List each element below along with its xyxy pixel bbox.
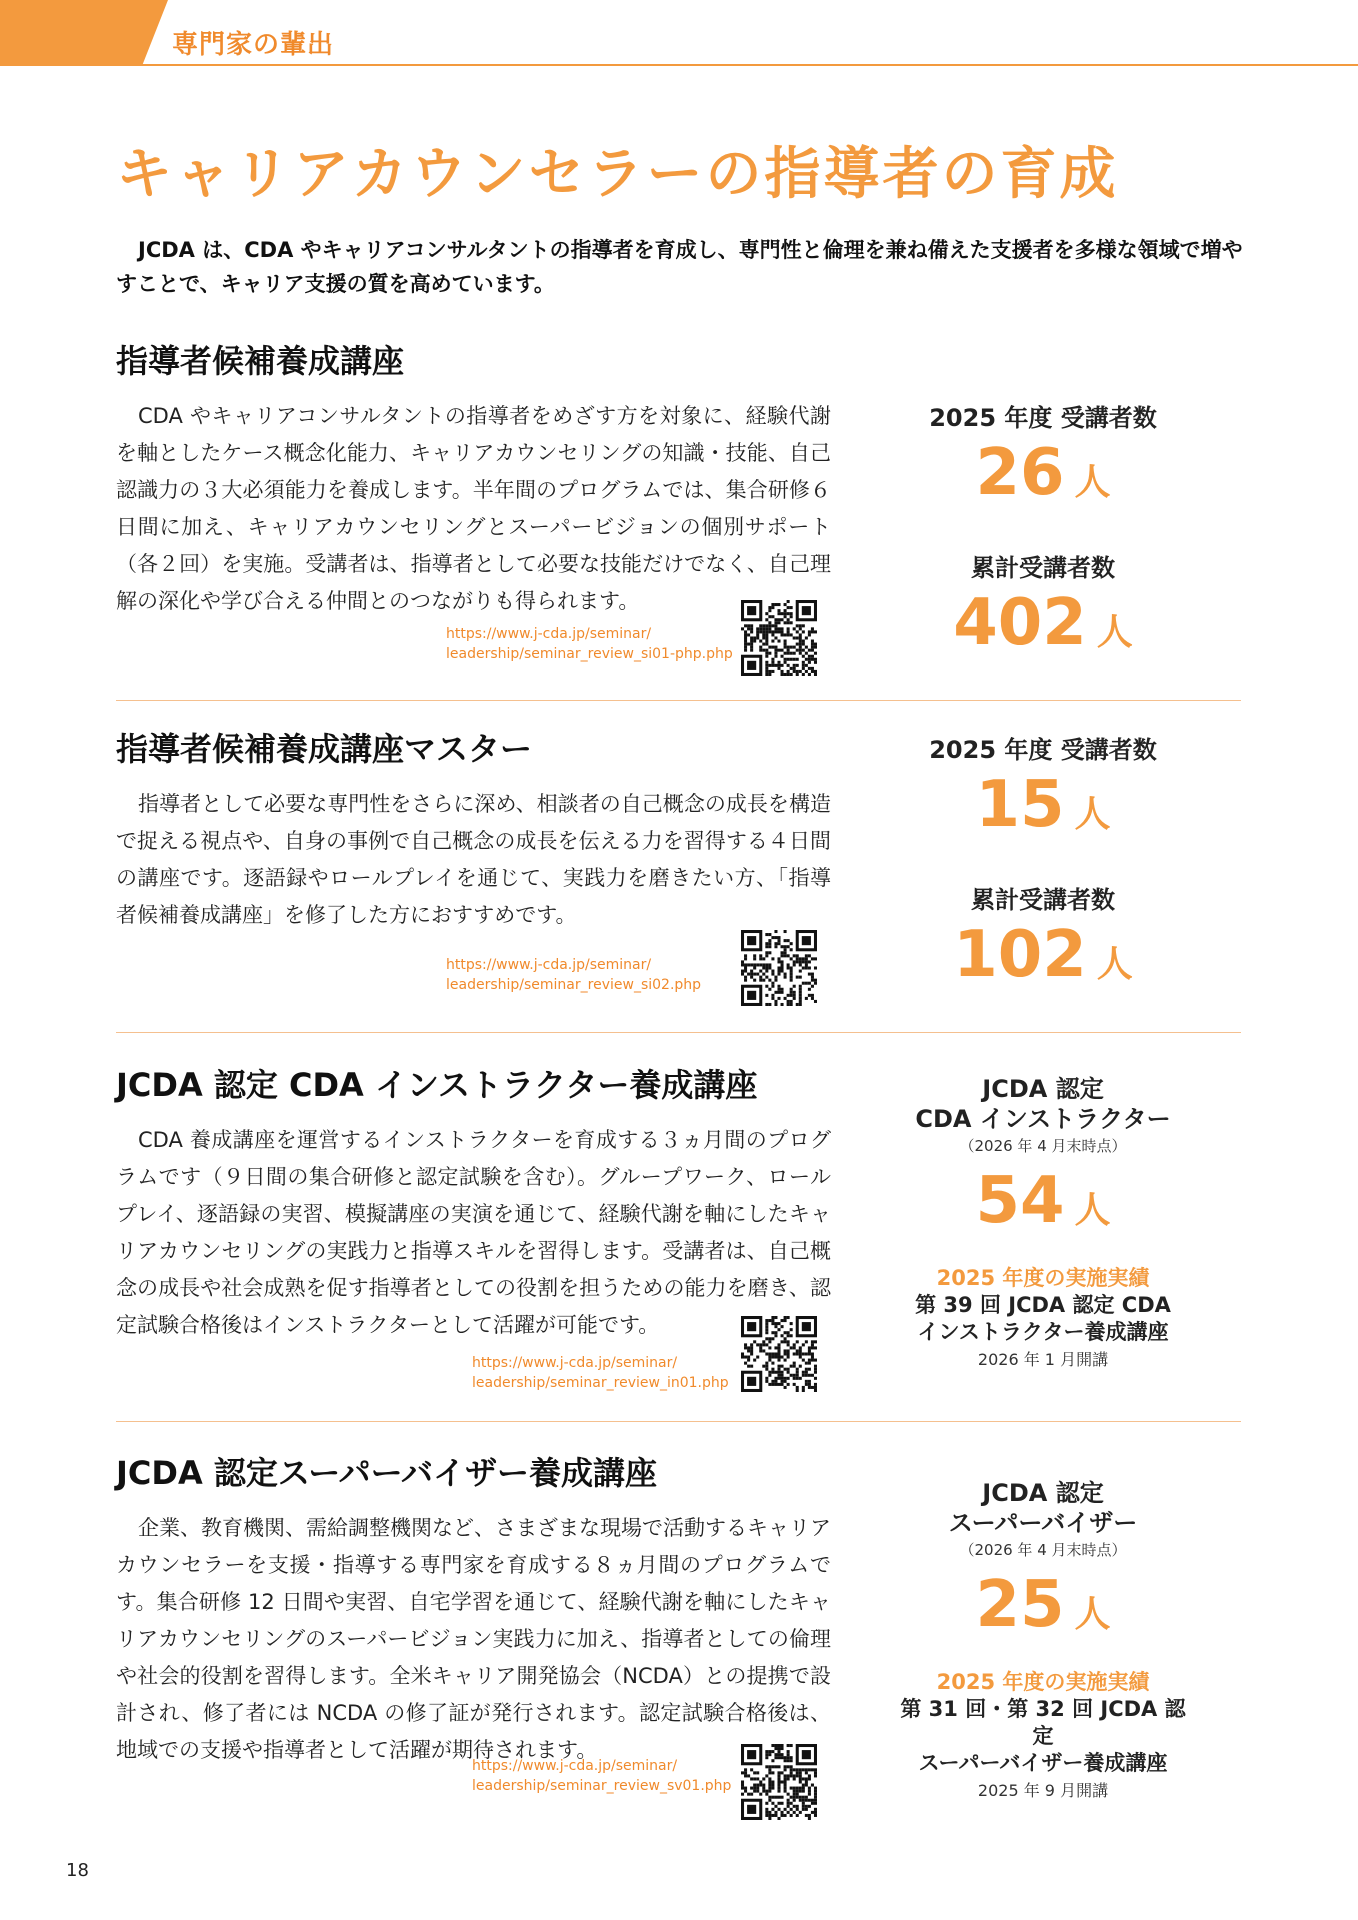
stat-value-total: 102 人 xyxy=(953,918,1133,992)
stats-leader-candidate xyxy=(900,402,1186,672)
achievement-line-1: 第 31 回・第 32 回 JCDA 認定 xyxy=(900,1697,1186,1748)
stat-label-total: 累計受講者数 xyxy=(971,886,1115,914)
stats-leader-master xyxy=(900,734,1186,1004)
stat-value: 54 人 xyxy=(975,1164,1111,1238)
url-line-2: leadership/seminar_review_si01-php.php xyxy=(446,646,733,662)
stat-title-line-2: CDA インストラクター xyxy=(915,1105,1171,1133)
section-url-instructor[interactable] xyxy=(472,1353,729,1393)
stat-title-line-1: JCDA 認定 xyxy=(982,1075,1104,1103)
achievement-date: 2026 年 1 月開講 xyxy=(977,1350,1109,1369)
section-divider xyxy=(116,700,1241,701)
qr-code-icon[interactable] xyxy=(741,1316,817,1392)
section-title-leader-candidate: 指導者候補養成講座 xyxy=(116,342,405,380)
page-number: 18 xyxy=(66,1860,89,1881)
section-body-supervisor: 企業、教育機関、需給調整機関など、さまざまな現場で活動するキャリアカウンセラーを支援・指導する専門家を育成する８ヵ月間のプログラムです。集合研修 12 日間や実習、自宅学習を通じて、経験代謝を軸にしたキャリアカウンセリングのスーパービジョン実践力に加え、指導者としての倫理や社会的役割を習得します。全米キャリア開発協会（NCDA）との提携で設計され、修了者には NCDA の修了証が発行されます。認定試験合格後は、地域での支援や指導者として活躍が期待されます。 xyxy=(116,1516,831,1762)
section-url-supervisor[interactable] xyxy=(472,1756,731,1796)
intro-paragraph: JCDA は、CDA やキャリアコンサルタントの指導者を育成し、専門性と倫理を兼ね備えた支援者を多様な領域で増やすことで、キャリア支援の質を高めています。 xyxy=(116,238,1243,296)
stats-supervisor xyxy=(900,1478,1186,1805)
section-url-leader-candidate[interactable] xyxy=(446,624,733,664)
section-title-leader-master: 指導者候補養成講座マスター xyxy=(116,730,533,768)
url-line-2: leadership/seminar_review_si02.php xyxy=(446,977,702,993)
qr-code-icon[interactable] xyxy=(741,600,817,676)
achievement-line-2: スーパーバイザー養成講座 xyxy=(918,1751,1168,1775)
header-tab-shape xyxy=(0,0,168,66)
section-title-supervisor: JCDA 認定スーパーバイザー養成講座 xyxy=(116,1454,658,1492)
achievement-line-2: インストラクター養成講座 xyxy=(917,1320,1169,1344)
achievement-heading: 2025 年度の実施実績 xyxy=(936,1670,1150,1694)
page-title: キャリアカウンセラーの指導者の育成 xyxy=(116,142,1119,207)
stats-instructor xyxy=(900,1074,1186,1374)
stat-label-total: 累計受講者数 xyxy=(971,554,1115,582)
qr-code-icon[interactable] xyxy=(741,930,817,1006)
section-divider xyxy=(116,1032,1241,1033)
stat-value-total: 402 人 xyxy=(953,586,1133,660)
stat-title-line-2: スーパーバイザー xyxy=(948,1509,1138,1537)
stat-value-annual: 26 人 xyxy=(975,436,1111,510)
section-divider xyxy=(116,1421,1241,1422)
section-body-leader-master: 指導者として必要な専門性をさらに深め、相談者の自己概念の成長を構造で捉える視点や、自身の事例で自己概念の成長を伝える力を習得する４日間の講座です。逐語録やロールプレイを通じて、実践力を磨きたい方、「指導者候補養成講座」を修了した方におすすめです。 xyxy=(116,792,831,927)
achievement-date: 2025 年 9 月開講 xyxy=(977,1781,1109,1800)
section-body-instructor: CDA 養成講座を運営するインストラクターを育成する３ヵ月間のプログラムです（９日間の集合研修と認定試験を含む）。グループワーク、ロールプレイ、逐語録の実習、模擬講座の実演を通じて、経験代謝を軸にしたキャリアカウンセリングの実践力と指導スキルを習得します。受講者は、自己概念の成長や社会成熟を促す指導者としての役割を担うための能力を磨き、認定試験合格後はインストラクターとして活躍が可能です。 xyxy=(116,1128,832,1337)
header-rule xyxy=(0,64,1358,66)
stat-note: （2026 年 4 月末時点） xyxy=(959,1541,1127,1559)
url-line-2: leadership/seminar_review_sv01.php xyxy=(472,1778,732,1794)
stat-label-annual: 2025 年度 受講者数 xyxy=(929,404,1157,432)
url-line-1: https://www.j-cda.jp/seminar/ xyxy=(472,1355,678,1371)
stat-note: （2026 年 4 月末時点） xyxy=(959,1137,1127,1155)
url-line-1: https://www.j-cda.jp/seminar/ xyxy=(446,957,652,973)
url-line-2: leadership/seminar_review_in01.php xyxy=(472,1375,729,1391)
section-url-leader-master[interactable] xyxy=(446,955,701,995)
url-line-1: https://www.j-cda.jp/seminar/ xyxy=(472,1758,678,1774)
achievement-line-1: 第 39 回 JCDA 認定 CDA xyxy=(915,1293,1171,1317)
qr-code-icon[interactable] xyxy=(741,1744,817,1820)
stat-title-line-1: JCDA 認定 xyxy=(982,1479,1104,1507)
section-header-label: 専門家の輩出 xyxy=(172,30,335,60)
url-line-1: https://www.j-cda.jp/seminar/ xyxy=(446,626,652,642)
stat-value-annual: 15 人 xyxy=(975,768,1111,842)
stat-label-annual: 2025 年度 受講者数 xyxy=(929,736,1157,764)
section-title-instructor: JCDA 認定 CDA インストラクター養成講座 xyxy=(116,1066,758,1104)
achievement-heading: 2025 年度の実施実績 xyxy=(936,1266,1150,1290)
stat-value: 25 人 xyxy=(975,1568,1111,1642)
section-body-leader-candidate: CDA やキャリアコンサルタントの指導者をめざす方を対象に、経験代謝を軸としたケース概念化能力、キャリアカウンセリングの知識・技能、自己認識力の３大必須能力を養成します。半年間のプログラムでは、集合研修６日間に加え、キャリアカウンセリングとスーパービジョンの個別サポート（各２回）を実施。受講者は、指導者として必要な技能だけでなく、自己理解の深化や学び合える仲間とのつながりも得られます。 xyxy=(116,404,831,613)
